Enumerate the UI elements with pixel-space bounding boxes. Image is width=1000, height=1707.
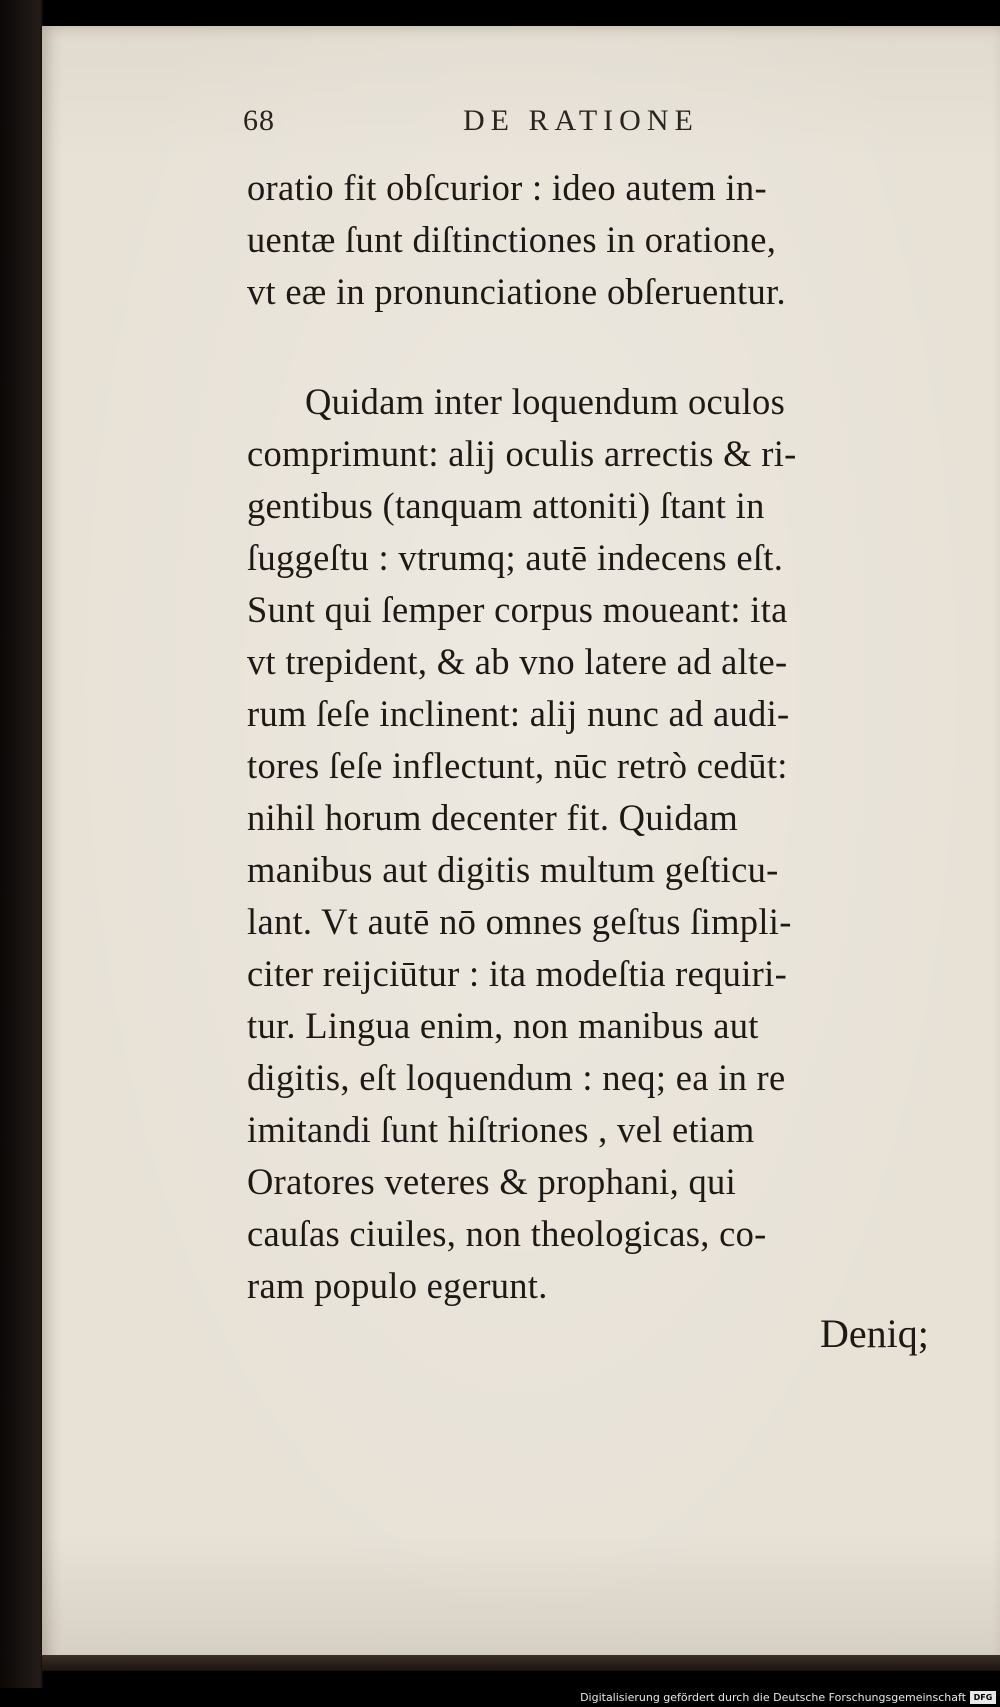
text-line: vt eæ in pronunciatione obſeruentur. — [247, 271, 786, 312]
text-line: comprimunt: alij oculis arrectis & ri- — [247, 433, 797, 474]
text-line: Oratores veteres & prophani, qui — [247, 1161, 737, 1202]
running-title: DE RATIONE — [463, 104, 699, 137]
paragraph-break — [247, 318, 977, 376]
text-line: ram populo egerunt. — [247, 1265, 548, 1306]
text-line: ſuggeſtu : vtrumq; autē indecens eſt. — [247, 537, 784, 578]
text-line: imitandi ſunt hiſtriones , vel etiam — [247, 1109, 755, 1150]
text-line: lant. Vt autē nō omnes geſtus ſimpli- — [247, 901, 792, 942]
text-line: oratio fit obſcurior : ideo autem in- — [247, 167, 767, 208]
text-line: cauſas ciuiles, non theologicas, co- — [247, 1213, 767, 1254]
text-line: gentibus (tanquam attoniti) ſtant in — [247, 485, 765, 526]
page-bottom-edge — [42, 1655, 1000, 1671]
text-line: digitis, eſt loquendum : neq; ea in re — [247, 1057, 786, 1098]
text-line: Quidam inter loquendum oculos — [305, 381, 786, 422]
body-text — [247, 162, 977, 1312]
text-line: uentæ ſunt diſtinctiones in oratione, — [247, 219, 777, 260]
text-line: nihil horum decenter fit. Quidam — [247, 797, 739, 838]
text-line: manibus aut digitis multum geſticu- — [247, 849, 779, 890]
dfg-logo-icon: DFG — [970, 1691, 996, 1704]
text-line: citer reijciūtur : ita modeſtia requiri- — [247, 953, 788, 994]
digitization-credit: Digitalisierung gefördert durch die Deutsche Forschungsgemeinschaft — [580, 1691, 966, 1704]
text-line: tur. Lingua enim, non manibus aut — [247, 1005, 759, 1046]
running-head — [243, 104, 783, 144]
text-line: vt trepident, & ab vno latere ad alte- — [247, 641, 788, 682]
catchword: Deniq; — [820, 1311, 929, 1356]
text-line: rum ſeſe inclinent: alij nunc ad audi- — [247, 693, 790, 734]
text-line: tores ſeſe inflectunt, nūc retrò cedūt: — [247, 745, 788, 786]
page-number: 68 — [243, 104, 275, 137]
text-line: Sunt qui ſemper corpus moueant: ita — [247, 589, 788, 630]
